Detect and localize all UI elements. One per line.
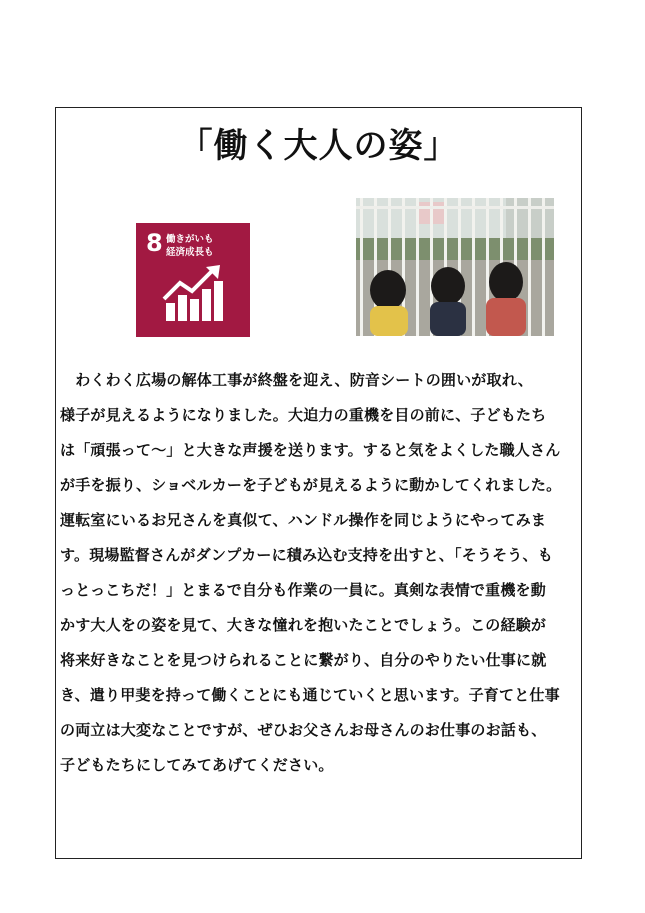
children-at-fence-photo	[356, 198, 554, 336]
body-line: は「頑張って～」と大きな声援を送ります。すると気をよくした職人さん	[60, 441, 561, 459]
body-line: が手を振り、ショベルカーを子どもが見えるように動かしてくれました。	[60, 476, 562, 494]
body-line: 運転室にいるお兄さんを真似て、ハンドル操作を同じようにやってみま	[60, 511, 547, 529]
body-line: の両立は大変なことですが、ぜひお父さんお母さんのお仕事のお話も、	[60, 721, 547, 739]
photo-illustration	[356, 198, 554, 336]
sdg-goal-8-badge	[136, 223, 250, 337]
sdg-number: 8	[146, 229, 163, 257]
body-line: かす大人をの姿を見て、大きな憧れを抱いたことでしょう。この経験が	[60, 616, 547, 634]
body-line: す。現場監督さんがダンプカーに積み込む支持を出すと、「そうそう、も	[60, 546, 553, 564]
body-line: 将来好きなことを見つけられることに繋がり、自分のやりたい仕事に就	[60, 651, 547, 669]
body-line: 様子が見えるようになりました。大迫力の重機を目の前に、子どもたち	[60, 406, 547, 424]
growth-chart-icon	[162, 265, 226, 323]
article-body	[60, 363, 580, 783]
body-line: っとっこちだ！」とまるで自分も作業の一員に。真剣な表情で重機を動	[60, 581, 546, 599]
body-line: き、遣り甲斐を持って働くことにも通じていくと思います。子育てと仕事	[60, 686, 560, 704]
article-frame	[55, 107, 582, 859]
page-title: 「働く大人の姿」	[178, 126, 459, 166]
body-line: 子どもたちにしてみてあげてください。	[60, 756, 334, 774]
sdg-label: 働きがいも 経済成長も	[166, 234, 214, 258]
body-line: わくわく広場の解体工事が終盤を迎え、防音シートの囲いが取れ、	[60, 371, 534, 389]
